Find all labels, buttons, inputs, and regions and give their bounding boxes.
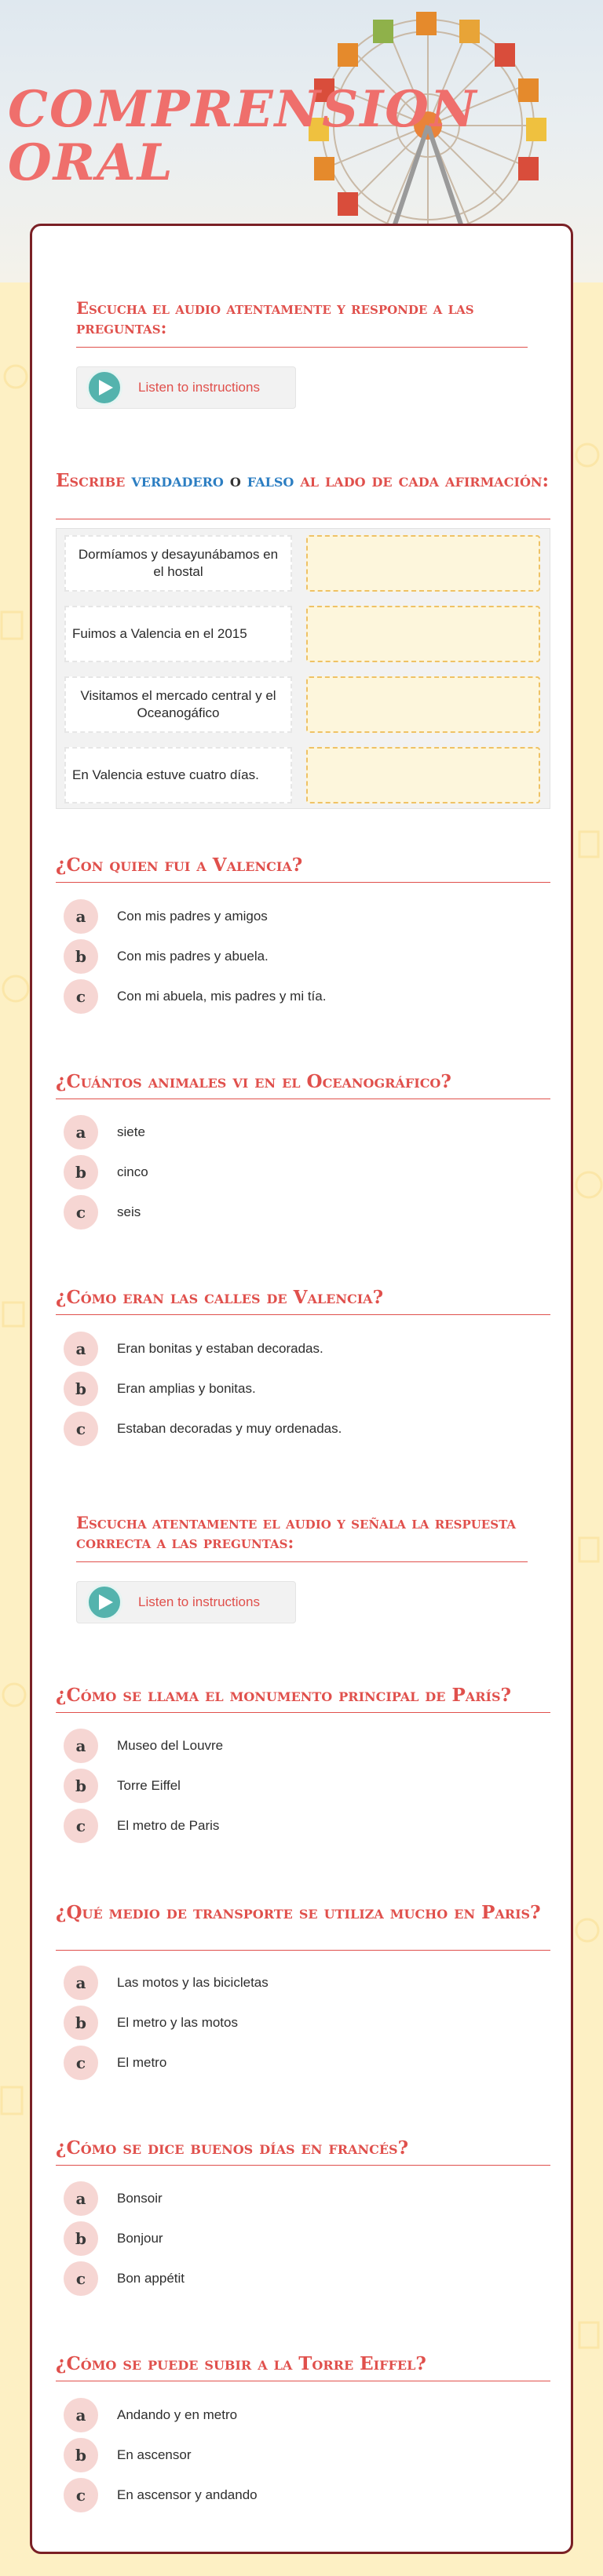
option-a-badge[interactable]: a (64, 2181, 98, 2216)
option-c-badge[interactable]: c (64, 2261, 98, 2296)
play-icon[interactable] (86, 370, 122, 406)
question-6-option-b[interactable]: Bonjour (117, 2231, 163, 2246)
instruction-text-1: Escucha el audio atentamente y responde a las preguntas: (76, 298, 474, 337)
question-2-option-b[interactable]: cinco (117, 1164, 148, 1179)
answer-dropzone-4[interactable] (306, 747, 540, 803)
play-icon[interactable] (86, 1584, 122, 1620)
question-1-option-c[interactable]: Con mi abuela, mis padres y mi tía. (117, 989, 327, 1004)
question-6-title: ¿Cómo se dice buenos días en francés? (56, 2137, 409, 2159)
question-5-option-c[interactable]: El metro (117, 2055, 167, 2070)
option-b-badge[interactable]: b (64, 1372, 98, 1406)
answer-dropzone-2[interactable] (306, 606, 540, 662)
option-c-badge[interactable]: c (64, 1809, 98, 1843)
option-a-badge[interactable]: a (64, 1729, 98, 1763)
question-6-divider (56, 2165, 550, 2166)
question-7-option-a[interactable]: Andando y en metro (117, 2407, 238, 2422)
question-2-title: ¿Cuántos animales vi en el Oceanográfico? (56, 1071, 451, 1092)
question-5-divider (56, 1950, 550, 1951)
question-5-title: ¿Qué medio de transporte se utiliza mucho en Paris? (56, 1902, 541, 1923)
instruction-divider-1 (76, 347, 528, 348)
option-a-badge[interactable]: a (64, 1115, 98, 1150)
question-5-option-b[interactable]: El metro y las motos (117, 2015, 238, 2030)
question-3-divider (56, 1314, 550, 1315)
question-1-option-a[interactable]: Con mis padres y amigos (117, 909, 268, 924)
instruction-divider-2 (76, 1561, 528, 1562)
question-4-option-b[interactable]: Torre Eiffel (117, 1778, 181, 1793)
option-c-badge[interactable]: c (64, 1412, 98, 1446)
answer-dropzone-3[interactable] (306, 676, 540, 733)
question-4-title: ¿Cómo se llama el monumento principal de París? (56, 1685, 512, 1706)
option-b-badge[interactable]: b (64, 2438, 98, 2472)
audio-label: Listen to instructions (138, 1594, 260, 1609)
question-6-option-a[interactable]: Bonsoir (117, 2191, 163, 2206)
option-a-badge[interactable]: a (64, 2398, 98, 2432)
option-c-badge[interactable]: c (64, 2478, 98, 2512)
question-1-divider (56, 882, 550, 883)
question-4-option-c[interactable]: El metro de Paris (117, 1818, 220, 1833)
option-c-badge[interactable]: c (64, 1195, 98, 1230)
statement-2: Fuimos a Valencia en el 2015 (64, 606, 292, 662)
statement-1: Dormíamos y desayunábamos en el hostal (64, 535, 292, 592)
option-b-badge[interactable]: b (64, 1769, 98, 1803)
question-4-option-a[interactable]: Museo del Louvre (117, 1738, 224, 1753)
question-3-option-c[interactable]: Estaban decoradas y muy ordenadas. (117, 1421, 342, 1436)
option-a-badge[interactable]: a (64, 1332, 98, 1366)
question-1-option-b[interactable]: Con mis padres y abuela. (117, 949, 269, 964)
question-2-option-a[interactable]: siete (117, 1124, 145, 1139)
question-6-option-c[interactable]: Bon appétit (117, 2271, 185, 2286)
question-1-title: ¿Con quien fui a Valencia? (56, 854, 303, 876)
main-card (30, 224, 573, 2554)
question-7-title: ¿Cómo se puede subir a la Torre Eiffel? (56, 2353, 426, 2374)
statement-4: En Valencia estuve cuatro días. (64, 747, 292, 803)
audio-player-2[interactable] (76, 1581, 296, 1623)
option-b-badge[interactable]: b (64, 2221, 98, 2256)
option-c-badge[interactable]: c (64, 2046, 98, 2080)
option-a-badge[interactable]: a (64, 1966, 98, 2000)
option-b-badge[interactable]: b (64, 2006, 98, 2040)
question-3-option-b[interactable]: Eran amplias y bonitas. (117, 1381, 256, 1396)
question-3-option-a[interactable]: Eran bonitas y estaban decoradas. (117, 1341, 323, 1356)
question-4-divider (56, 1712, 550, 1713)
answer-dropzone-1[interactable] (306, 535, 540, 592)
question-5-option-a[interactable]: Las motos y las bicicletas (117, 1975, 269, 1990)
truefalse-table (56, 528, 550, 809)
statement-3: Visitamos el mercado central y el Oceanogáfico (64, 676, 292, 733)
option-a-badge[interactable]: a (64, 899, 98, 934)
option-c-badge[interactable]: c (64, 979, 98, 1014)
instruction-text-2: Escucha atentamente el audio y señala la respuesta correcta a las preguntas: (76, 1513, 517, 1552)
question-7-option-b[interactable]: En ascensor (117, 2447, 192, 2462)
question-2-option-c[interactable]: seis (117, 1204, 141, 1219)
page-title: COMPRENSION ORAL (8, 80, 478, 192)
truefalse-title: Escribe verdadero o falso al lado de cada afirmación: (56, 470, 549, 491)
audio-label: Listen to instructions (138, 380, 260, 395)
question-7-option-c[interactable]: En ascensor y andando (117, 2487, 258, 2502)
option-b-badge[interactable]: b (64, 939, 98, 974)
question-3-title: ¿Cómo eran las calles de Valencia? (56, 1287, 384, 1308)
option-b-badge[interactable]: b (64, 1155, 98, 1190)
audio-player-1[interactable] (76, 366, 296, 409)
